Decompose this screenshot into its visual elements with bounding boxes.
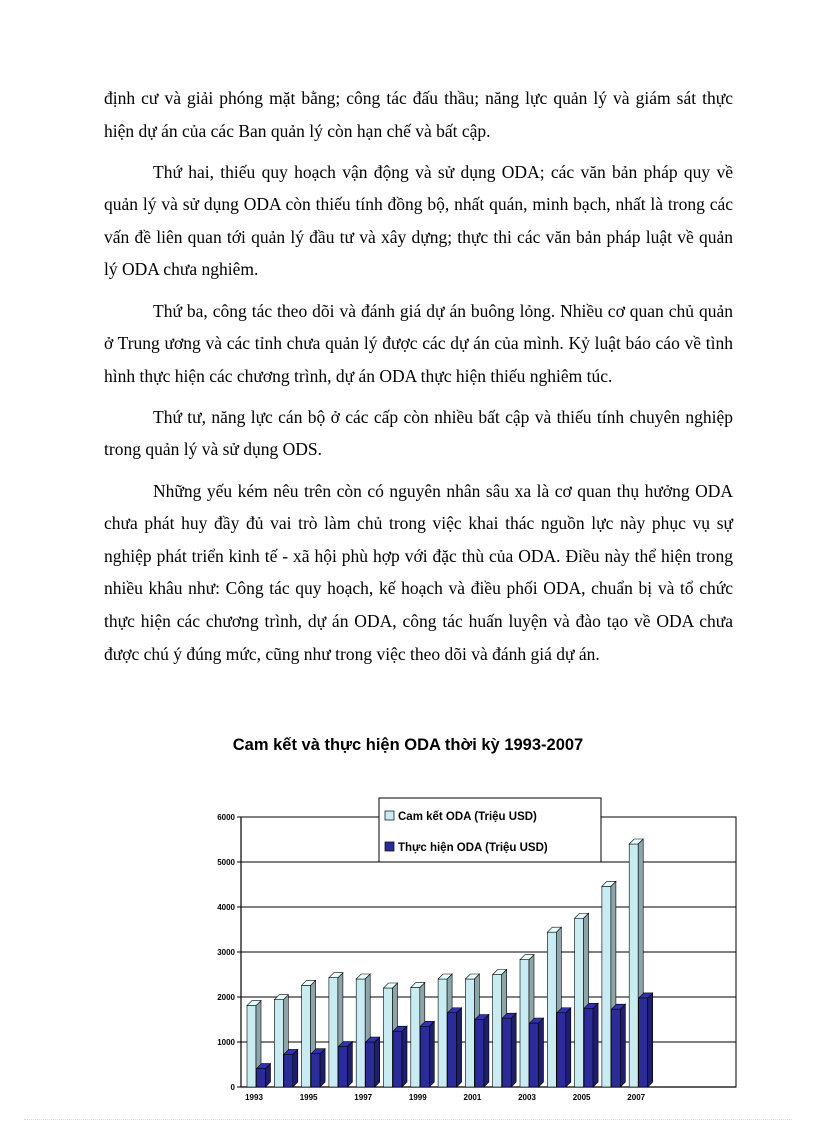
paragraph-root-cause: Những yếu kém nêu trên còn có nguyên nhân sâu xa là cơ quan thụ hưởng ODA chưa phát huy đầy đủ vai trò làm chủ trong việc khai thác nguồn lực này phục vụ sự nghiệp phát triển kinh tế - xã hội phù hợp với đặc thù của ODA. Điều này thể hiện trong nhiều khâu như: Công tác quy hoạch, kế hoạch và điều phối ODA, chuẩn bị và tổ chức thực hiện các chương trình, dự án ODA, công tác huấn luyện và đào tạo về ODA chưa được chú ý đúng mức, cũng như trong việc theo dõi và đánh giá dự án. [104,480,733,664]
legend-swatch-commitment [385,811,394,820]
legend-label-commitment: Cam kết ODA (Triệu USD) [398,811,537,823]
y-tick-label-1000: 1000 [217,1038,235,1047]
page-footer-divider [24,1119,792,1120]
legend-label-disbursement: Thực hiện ODA (Triệu USD) [398,842,548,854]
bar-disbursement-1995 [311,1049,325,1087]
y-tick-label-5000: 5000 [217,858,235,867]
bar-disbursement-1997 [366,1037,380,1087]
x-tick-label-1993: 1993 [245,1093,263,1102]
y-tick-label-3000: 3000 [217,948,235,957]
x-tick-label-1997: 1997 [354,1093,373,1102]
x-tick-label-2003: 2003 [518,1093,536,1102]
x-tick-label-2005: 2005 [572,1093,591,1102]
paragraph-second-point: Thứ hai, thiếu quy hoạch vận động và sử dụng ODA; các văn bản pháp quy về quản lý và sử dụng ODA còn thiếu tính đồng bộ, nhất quán, minh bạch, nhất là trong các vấn đề liên quan tới quản lý đầu tư và xây dựng; thực thi các văn bản pháp luật về quản lý ODA chưa nghiêm. [104,161,733,280]
legend-swatch-disbursement [385,842,394,851]
bar-disbursement-1994 [284,1049,298,1087]
bar-disbursement-2005 [584,1003,598,1087]
x-tick-label-2007: 2007 [627,1093,646,1102]
bar-disbursement-1993 [257,1064,271,1087]
bar-disbursement-2004 [557,1008,571,1087]
y-tick-label-4000: 4000 [217,903,235,912]
x-tick-label-1995: 1995 [299,1093,318,1102]
y-tick-label-0: 0 [230,1083,235,1092]
x-tick-label-2001: 2001 [463,1093,482,1102]
bar-disbursement-2003 [530,1018,544,1087]
oda-bar-chart [0,790,816,1123]
chart-title: Cam kết và thực hiện ODA thời kỳ 1993-2007 [232,736,584,754]
paragraph-fourth-point: Thứ tư, năng lực cán bộ ở các cấp còn nhiều bất cập và thiếu tính chuyên nghiệp trong quản lý và sử dụng ODS. [104,406,733,460]
x-tick-label-1999: 1999 [408,1093,427,1102]
bar-disbursement-2006 [611,1004,625,1087]
document-body [104,82,733,679]
bar-disbursement-2000 [448,1008,462,1087]
y-tick-label-6000: 6000 [217,813,235,822]
bar-disbursement-1996 [338,1042,352,1088]
paragraph-continuation: định cư và giải phóng mặt bằng; công tác đấu thầu; năng lực quản lý và giám sát thực hiện dự án của các Ban quản lý còn hạn chế và bất cập. [104,88,733,141]
bar-disbursement-2001 [475,1015,489,1088]
bar-disbursement-2002 [502,1013,516,1087]
bar-disbursement-1998 [393,1026,407,1087]
paragraph-third-point: Thứ ba, công tác theo dõi và đánh giá dự án buông lỏng. Nhiều cơ quan chủ quản ở Trung ương và các tỉnh chưa quản lý được các dự án của mình. Kỷ luật báo cáo về tình hình thực hiện các chương trình, dự án ODA thực hiện thiếu nghiêm túc. [104,300,733,386]
bar-disbursement-2007 [639,993,653,1087]
y-tick-label-2000: 2000 [217,993,235,1002]
bar-disbursement-1999 [420,1021,434,1087]
